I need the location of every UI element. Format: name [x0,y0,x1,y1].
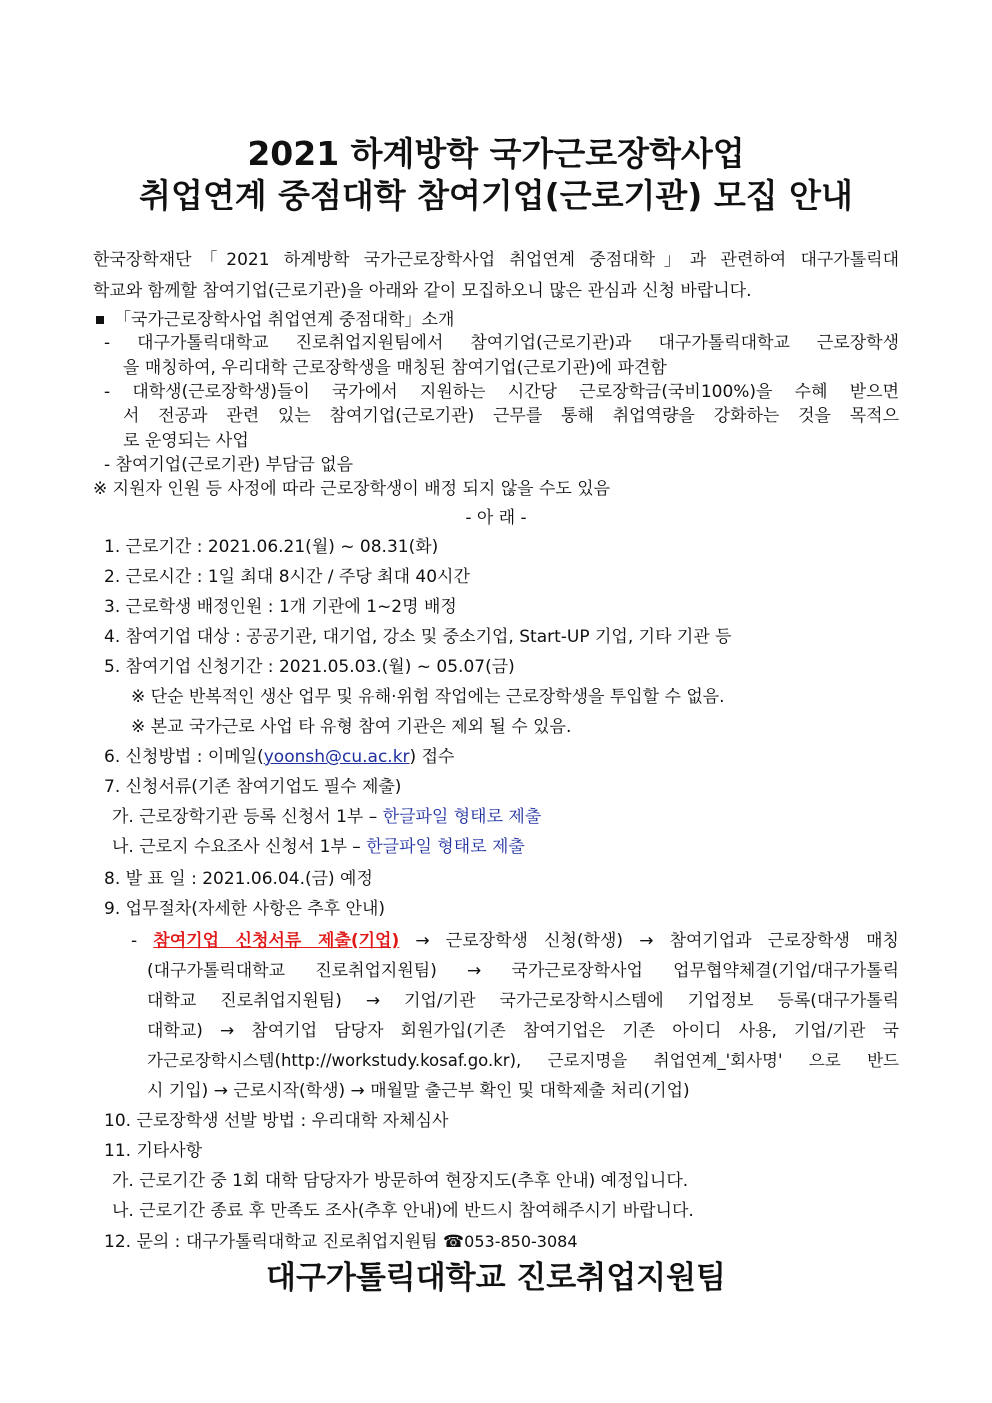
footer-organization: 대구가톨릭대학교 진로취업지원팀 [266,1260,726,1296]
item-7-a [112,804,541,830]
item-7-b-highlight: 한글파일 형태로 제출 [366,837,525,857]
item-12 [104,1229,578,1255]
about-bullet-1-line-1: - 대구가톨릭대학교 진로취업지원팀에서 참여기업(근로기관)과 대구가톨릭대학교 근로장학생 [104,333,899,353]
item-9-step-line-5: 가근로장학시스템(http://workstudy.kosaf.go.kr), 근로지명을 취업연계_'회사명' 으로 반드 [147,1051,899,1070]
below-heading: - 아 래 - [465,508,527,528]
item-11: 11. 기타사항 [104,1141,203,1161]
about-bullet-2-line-2: 서 전공과 관련 있는 참여기업(근로기관) 근무를 통해 취업역량을 강화하는 것을 목적으 [123,406,899,426]
about-heading [96,307,454,333]
item-5-note-2: ※ 본교 국가근로 사업 타 유형 참여 기관은 제외 될 수 있음. [131,717,572,737]
about-heading-text: 「국가근로장학사업 취업연계 중점대학」소개 [114,310,455,330]
item-9-step-line-6: 시 기입) → 근로시작(학생) → 매월말 출근부 확인 및 대학제출 처리(기업) [147,1081,690,1101]
item-5-note-1: ※ 단순 반복적인 생산 업무 및 유해·위험 작업에는 근로장학생을 투입할 수 없음. [131,687,725,707]
item-7-b [112,834,525,860]
intro-line-2: 학교와 함께할 참여기업(근로기관)을 아래와 같이 모집하오니 많은 관심과 신청 바랍니다. [93,281,752,301]
item-6-prefix: 6. 신청방법 : 이메일( [104,747,264,767]
item-8: 8. 발 표 일 : 2021.06.04.(금) 예정 [104,869,373,889]
item-7-a-text: 가. 근로장학기관 등록 신청서 1부 – [112,807,383,827]
phone-icon: ☎ [442,1232,465,1252]
item-11-b: 나. 근로기간 종료 후 만족도 조사(추후 안내)에 반드시 참여해주시기 바랍니다. [112,1201,694,1221]
about-note: ※ 지원자 인원 등 사정에 따라 근로장학생이 배정 되지 않을 수도 있음 [93,479,611,499]
square-bullet-icon [96,316,104,324]
title-line-1: 2021 하계방학 국가근로장학사업 [247,134,745,173]
item-9-step-text-1: → 근로장학생 신청(학생) → 참여기업과 근로장학생 매칭 [399,931,899,951]
email-link[interactable]: yoonsh@cu.ac.kr [263,747,410,767]
item-6 [104,744,454,770]
about-bullet-3: - 참여기업(근로기관) 부담금 없음 [104,455,354,475]
item-10: 10. 근로장학생 선발 방법 : 우리대학 자체심사 [104,1111,449,1131]
item-9-highlight: 참여기업 신청서류 제출(기업) [153,931,400,951]
item-9-step-line-2: (대구가톨릭대학교 진로취업지원팀) → 국가근로장학사업 업무협약체결(기업/대구가톨릭 [147,961,899,981]
phone-number: 053-850-3084 [464,1232,578,1251]
item-9-step-line-4: 대학교) → 참여기업 담당자 회원가입(기존 참여기업은 기존 아이디 사용, 기업/기관 국 [147,1021,899,1041]
item-5: 5. 참여기업 신청기간 : 2021.05.03.(월) ~ 05.07(금) [104,657,515,677]
item-7-b-text: 나. 근로지 수요조사 신청서 1부 – [112,837,367,857]
item-1: 1. 근로기간 : 2021.06.21(월) ~ 08.31(화) [104,537,439,557]
intro-line-1: 한국장학재단「2021 하계방학 국가근로장학사업 취업연계 중점대학」과 관련하여 대구가톨릭대 [93,250,899,270]
item-6-suffix: ) 접수 [409,747,455,767]
about-bullet-1-line-2: 을 매칭하여, 우리대학 근로장학생을 매칭된 참여기업(근로기관)에 파견함 [123,358,667,378]
item-2: 2. 근로시간 : 1일 최대 8시간 / 주당 최대 40시간 [104,567,470,587]
item-11-a: 가. 근로기간 중 1회 대학 담당자가 방문하여 현장지도(추후 안내) 예정입니다. [112,1171,689,1191]
item-7-a-highlight: 한글파일 형태로 제출 [382,807,542,827]
about-bullet-2-line-1: - 대학생(근로장학생)들이 국가에서 지원하는 시간당 근로장학금(국비100%)을 수혜 받으면 [104,382,899,402]
about-bullet-2-line-3: 로 운영되는 사업 [123,431,249,451]
item-9-step-line-3: 대학교 진로취업지원팀) → 기업/기관 국가근로장학시스템에 기업정보 등록(대구가톨릭 [147,991,899,1011]
item-9-step-line-1 [131,926,899,956]
item-7: 7. 신청서류(기존 참여기업도 필수 제출) [104,777,402,797]
item-9-dash: - [131,931,154,951]
item-9: 9. 업무절차(자세한 사항은 추후 안내) [104,899,386,919]
item-12-text: 12. 문의 : 대구가톨릭대학교 진로취업지원팀 [104,1232,443,1252]
item-4: 4. 참여기업 대상 : 공공기관, 대기업, 강소 및 중소기업, Start-UP 기업, 기타 기관 등 [104,627,732,647]
title-line-2: 취업연계 중점대학 참여기업(근로기관) 모집 안내 [139,176,853,215]
item-3: 3. 근로학생 배정인원 : 1개 기관에 1~2명 배정 [104,597,457,617]
